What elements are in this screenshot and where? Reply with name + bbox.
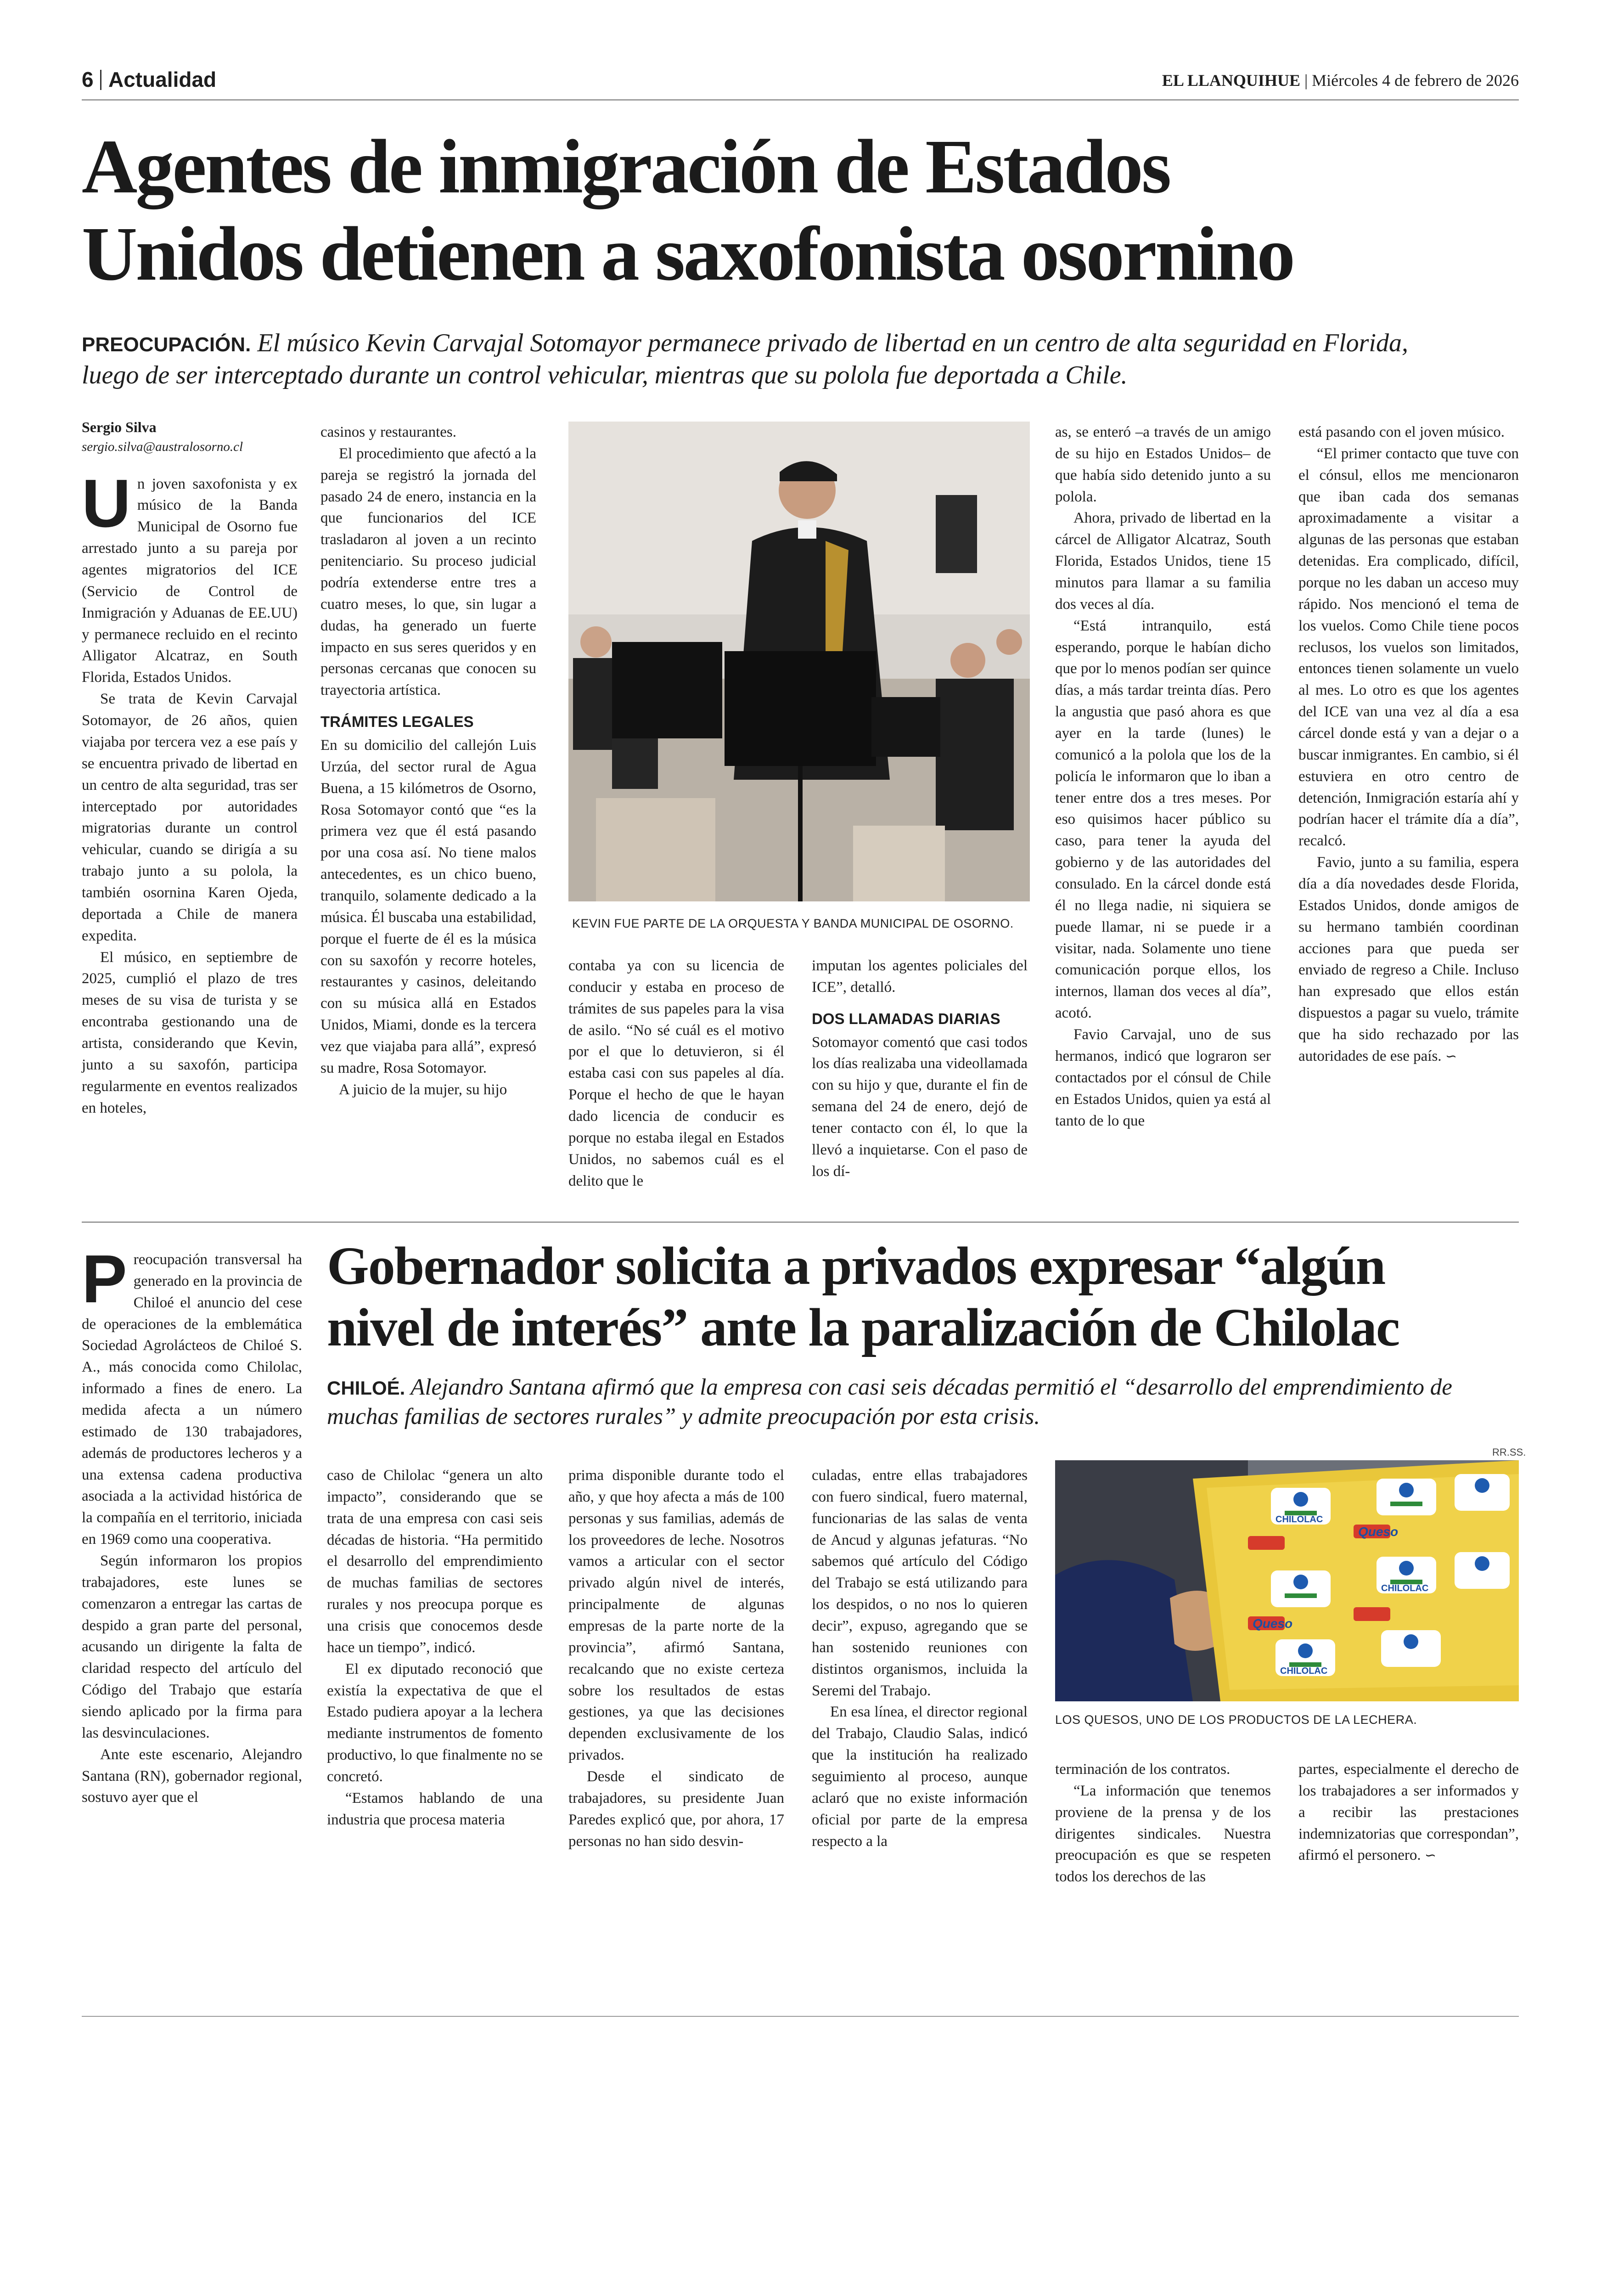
article2-dropcap: P <box>82 1241 127 1317</box>
article1-headline-line2: Unidos detienen a saxofonista osornino <box>82 211 1294 297</box>
article2-deck-keyword: CHILOÉ. <box>327 1377 405 1399</box>
article1-headline-line1: Agentes de inmigración de Estados <box>82 124 1170 209</box>
article1-column-1 <box>82 417 298 1119</box>
article2-col2-p3: “Estamos hablando de una industria que procesa materia <box>327 1790 543 1828</box>
article2-col1-p1: reocupación transversal ha generado en la provincia de Chiloé el anuncio del cese de operaciones de la emblemática Sociedad Agrolácteos de Chiloé S. A., más conocida como Chilolac, informado a fines de enero. La medida afecta a un número estimado de 130 trabajadores, además de productores lecheros y a una extensa cadena productiva asociada a la actividad histórica de la compañía en el territorio, iniciada en 1969 como una cooperativa. <box>82 1251 302 1548</box>
article1-deck <box>82 327 1436 391</box>
newspaper-name: EL LLANQUIHUE <box>1162 71 1300 90</box>
page-header <box>82 67 1519 95</box>
article1-col2-p1: casinos y restaurantes. <box>320 424 456 440</box>
article2-col6-p1: partes, especialmente el derecho de los trabajadores a ser informados y a recibir las prestaciones indemnizatorias que correspondan”, afirmó el personero. <box>1298 1761 1519 1864</box>
article2-deck <box>327 1373 1516 1432</box>
section-name: Actualidad <box>108 68 217 91</box>
subhead-tramites-legales: TRÁMITES LEGALES <box>320 713 474 731</box>
article2-column-5 <box>1055 1759 1271 1888</box>
article-separator <box>82 1221 1519 1223</box>
article1-col1-p1: n joven saxofonista y ex músico de la Banda Municipal de Osorno fue arrestado junto a su pareja por agentes migratorios del ICE (Servicio de Control de Inmigración y Aduanas de EE.UU) y permanece recluido en el recinto Alligator Alcatraz, en South Florida, Estados Unidos. <box>82 475 298 686</box>
package-brand-3: CHILOLAC <box>1280 1666 1328 1676</box>
issue-date: Miércoles 4 de febrero de 2026 <box>1312 71 1519 90</box>
article1-dropcap: U <box>82 465 131 541</box>
article2-col3-p1: prima disponible durante todo el año, y que hoy afecta a más de 100 personas y sus familias, además de los proveedores de leche. Nosotros vamos a articular con el sector privado algún nivel de interés, principalmente de algunas empresas de la parte norte de la provincia”, afirmó Santana, recalcando que no existe certeza sobre los resultados de estas gestiones, ya que las decisiones dependen exclusivamente de los privados. <box>568 1467 784 1764</box>
article2-col1-p2: Según informaron los propios trabajadores, este lunes se comenzaron a entregar las cartas de despido a gran parte del personal, acusando un dirigente la falta de claridad respecto del artículo del Código del Trabajo que estaría siendo aplicado por la firma para las desvinculaciones. <box>82 1553 302 1741</box>
article1-end-mark-icon: ∽ <box>1445 1048 1457 1064</box>
article1-photo-caption: KEVIN FUE PARTE DE LA ORQUESTA Y BANDA MUNICIPAL DE OSORNO. <box>572 917 1014 930</box>
article1-col2-p2: El procedimiento que afectó a la pareja se registró la jornada del pasado 24 de enero, instancia en la que funcionarios del ICE trasladaron al joven a un recinto penitenciario. Su proceso judicial podría extenderse entre tres a cuatro meses, lo que, sin lugar a dudas, ha generado un fuerte impacto en sus seres queridos y en personas cercanas que conocen su trayectoria artística. <box>320 445 536 699</box>
article1-headline <box>82 123 1293 298</box>
article1-col6-p3-text: Favio, junto a su familia, espera día a día novedades desde Florida, Estados Unidos, donde amigos de su hermano también coordinan acciones para que pueda ser enviado de regreso a Chile. Incluso han expresado que ellos están dispuestos a pagar su vuelo, trámite que ha sido rechazado por las autoridades de ese país. <box>1298 854 1519 1064</box>
package-label-2: Queso <box>1253 1616 1293 1631</box>
article2-headline-line2: nivel de interés” ante la paralización de Chilolac <box>327 1297 1399 1357</box>
page-number: 6 <box>82 68 94 91</box>
article1-col4-p1: imputan los agentes policiales del ICE”, detalló. <box>812 957 1028 996</box>
article1-col6-p1: está pasando con el joven músico. <box>1298 424 1505 440</box>
article1-col5-p1: as, se enteró –a través de un amigo de su hijo en Estados Unidos– de que había sido detenido junto a su polola. <box>1055 424 1271 505</box>
article1-col6-p3 <box>1298 852 1519 1067</box>
masthead-divider: | <box>1304 71 1308 90</box>
package-brand-2: CHILOLAC <box>1381 1583 1429 1593</box>
article1-col2-p3: En su domicilio del callejón Luis Urzúa, del sector rural de Agua Buena, a 15 kilómetros de Osorno, Rosa Sotomayor contó que “es la primera vez que él está pasando por una cosa así. No tiene malos antecedentes, es un chico bueno, tranquilo, solamente dedicado a la música. Él buscaba una estabilidad, porque el fuerte de él es la música con su saxofón y recorre hoteles, restaurantes y casinos, deleitando con su música allá en Estados Unidos, Miami, donde es la tercera vez que viajaba para allá”, expresó su madre, Rosa Sotomayor. <box>320 737 536 1076</box>
masthead-info <box>1162 71 1519 90</box>
article1-col4-p2: Sotomayor comentó que casi todos los días realizaba una videollamada con su hijo y que, durante el fin de semana del 24 de enero, dejó de tener contacto con él, lo que la llevó a inquietarse. Con el paso de los dí- <box>812 1034 1028 1180</box>
article1-column-3 <box>568 955 784 1192</box>
article2-headline-line1: Gobernador solicita a privados expresar “algún <box>327 1236 1385 1296</box>
article1-column-5 <box>1055 422 1271 1131</box>
saxophonist-photo-illustration <box>568 422 1030 901</box>
article2-column-3 <box>568 1465 784 1852</box>
article1-col5-p2: Ahora, privado de libertad en la cárcel de Alligator Alcatraz, South Florida, Estados Unidos, tiene 15 minutos para llamar a su familia dos veces al día. <box>1055 510 1271 613</box>
article2-headline <box>327 1235 1399 1358</box>
article1-col5-p3: “Está intranquilo, está esperando, porque le habían dicho que por lo menos podían ser quince días, a más tardar treinta días. Pero la angustia que pasó ahora es que ayer en la tarde (lunes) le comunicó a la polola que los de la policía le informaron que lo iban a tener entre dos a tres meses. Por eso quisimos hacer público su caso, para tener la ayuda del gobierno y de las autoridades del consulado. En la cárcel donde está él no llega nadie, ni siquiera se puede llamar, ni se puede ir a visitar, nada. Solamente uno tiene comunicación porque ellos, los internos, llaman dos veces al día”, acotó. <box>1055 617 1271 1022</box>
article2-photo-caption: LOS QUESOS, UNO DE LOS PRODUCTOS DE LA LECHERA. <box>1055 1713 1417 1727</box>
article1-col2-p4: A juicio de la mujer, su hijo <box>339 1081 507 1098</box>
article2-col3-p2: Desde el sindicato de trabajadores, su presidente Juan Paredes explicó que, por ahora, 17 personas no han sido desvin- <box>568 1768 784 1850</box>
cheese-photo <box>1055 1460 1519 1701</box>
article2-end-mark-icon: ∽ <box>1424 1847 1437 1864</box>
package-brand-1: CHILOLAC <box>1275 1514 1323 1525</box>
byline-email: sergio.silva@australosorno.cl <box>82 439 243 455</box>
article2-col2-p1: caso de Chilolac “genera un alto impacto”, considerando que se trata de una empresa con casi seis décadas de historia. “Ha permitido el desarrollo del emprendimiento de muchas familias de sectores rurales y nos preocupa porque es una crisis que conocemos desde hace un tiempo”, indicó. <box>327 1467 543 1656</box>
article1-col1-p3: El músico, en septiembre de 2025, cumplió el plazo de tres meses de su visa de turista y se encontraba gestionando una de artista, considerando que Kevin, junto a su saxofón, participa regularmente en eventos realizados en hoteles, <box>82 949 298 1116</box>
header-divider <box>100 70 101 90</box>
article2-column-6 <box>1298 1759 1519 1866</box>
saxophonist-photo <box>568 422 1030 901</box>
article2-column-4 <box>812 1465 1028 1852</box>
article2-col2-p2: El ex diputado reconoció que existía la expectativa de que el Estado pudiera apoyar a la lechera mediante instrumentos de fomento productivo, lo que finalmente no se concretó. <box>327 1660 543 1785</box>
article1-column-2 <box>320 422 536 1101</box>
article1-column-4 <box>812 955 1028 1182</box>
article1-deck-text: El músico Kevin Carvajal Sotomayor permanece privado de libertad en un centro de alta seguridad en Florida, luego de ser interceptado durante un control vehicular, mientras que su polola fue deportada a Chile. <box>82 329 1408 389</box>
article1-column-6 <box>1298 422 1519 1067</box>
subhead-dos-llamadas: DOS LLAMADAS DIARIAS <box>812 1010 1000 1027</box>
header-rule <box>82 99 1519 101</box>
article1-col3-p1: contaba ya con su licencia de conducir y estaba en proceso de trámites de sus papeles para la visa de asilo. “No sé cuál es el motivo por el que lo detuvieron, si él estaba casi con sus papeles al día. Porque el hecho de que le hayan dado licencia de conducir es porque no estaba ilegal en Estados Unidos, no sabemos cuál es el delito que le <box>568 957 784 1189</box>
article2-deck-text: Alejandro Santana afirmó que la empresa con casi seis décadas permitió el “desarrollo del emprendimiento de muchas familias de sectores rurales” y admite preocupación por esta crisis. <box>327 1374 1452 1429</box>
article2-column-2 <box>327 1465 543 1831</box>
article2-col1-p3: Ante este escenario, Alejandro Santana (RN), gobernador regional, sostuvo ayer que el <box>82 1746 302 1806</box>
package-label-1: Queso <box>1358 1525 1399 1539</box>
cheese-photo-illustration <box>1055 1460 1519 1701</box>
footer-rule <box>82 2016 1519 2017</box>
article2-col4-p1: culadas, entre ellas trabajadores con fuero sindical, fuero maternal, funcionarias de las salas de venta de Ancud y algunas jefaturas. “No sabemos qué artículo del Código del Trabajo se está utilizando para los despidos, o no nos lo quieren decir”, expuso, agregando que se han sostenido reuniones con distintos organismos, incluida la Seremi del Trabajo. <box>812 1467 1028 1699</box>
byline-author: Sergio Silva <box>82 419 157 435</box>
article1-col5-p4: Favio Carvajal, uno de sus hermanos, indicó que lograron ser contactados por el cónsul de Chile en Estados Unidos, quien ya está al tanto de lo que <box>1055 1026 1271 1129</box>
article1-col1-p2: Se trata de Kevin Carvajal Sotomayor, de 26 años, quien viajaba por tercera vez a ese país y se encuentra privado de libertad en un centro de alta seguridad, tras ser interceptado por autoridades migratorias durante un control vehicular, cuando se dirigía a su trabajo junto a su polola, la también osornina Karen Ojeda, deportada a Chile de manera expedita. <box>82 691 298 944</box>
article2-col5-p2: “La información que tenemos proviene de la prensa y de los dirigentes sindicales. Nuestra preocupación es que se respeten todos los derechos de las <box>1055 1782 1271 1885</box>
article2-column-1 <box>82 1241 302 1808</box>
article1-col6-p2: “El primer contacto que tuve con el cónsul, ellos me mencionaron que iban cada dos semanas aproximadamente a visitar a algunas de las personas que estaban detenidas. Era complicado, difícil, porque no les daban un acceso muy rápido. Nos mencionó el tema de los vuelos. Como Chile tiene pocos reclusos, los vuelos son limitados, entonces tienen solamente un vuelo al mes. Lo otro es que los agentes del ICE van una vez al día a esa cárcel donde está y van a dejar o a buscar inmigrantes. En cambio, si él estuviera en otro centro de detención, Inmigración estaría ahí y podrían hacer el trámite día a día”, recalcó. <box>1298 445 1519 850</box>
photo-credit: RR.SS. <box>1492 1446 1526 1458</box>
article1-deck-keyword: PREOCUPACIÓN. <box>82 333 251 356</box>
article2-col4-p2: En esa línea, el director regional del Trabajo, Claudio Salas, indicó que la institución ha realizado seguimiento al proceso, aunque aclaró que no existe información oficial por parte de la empresa respecto a la <box>812 1704 1028 1850</box>
article2-col5-p1: terminación de los contratos. <box>1055 1761 1231 1778</box>
